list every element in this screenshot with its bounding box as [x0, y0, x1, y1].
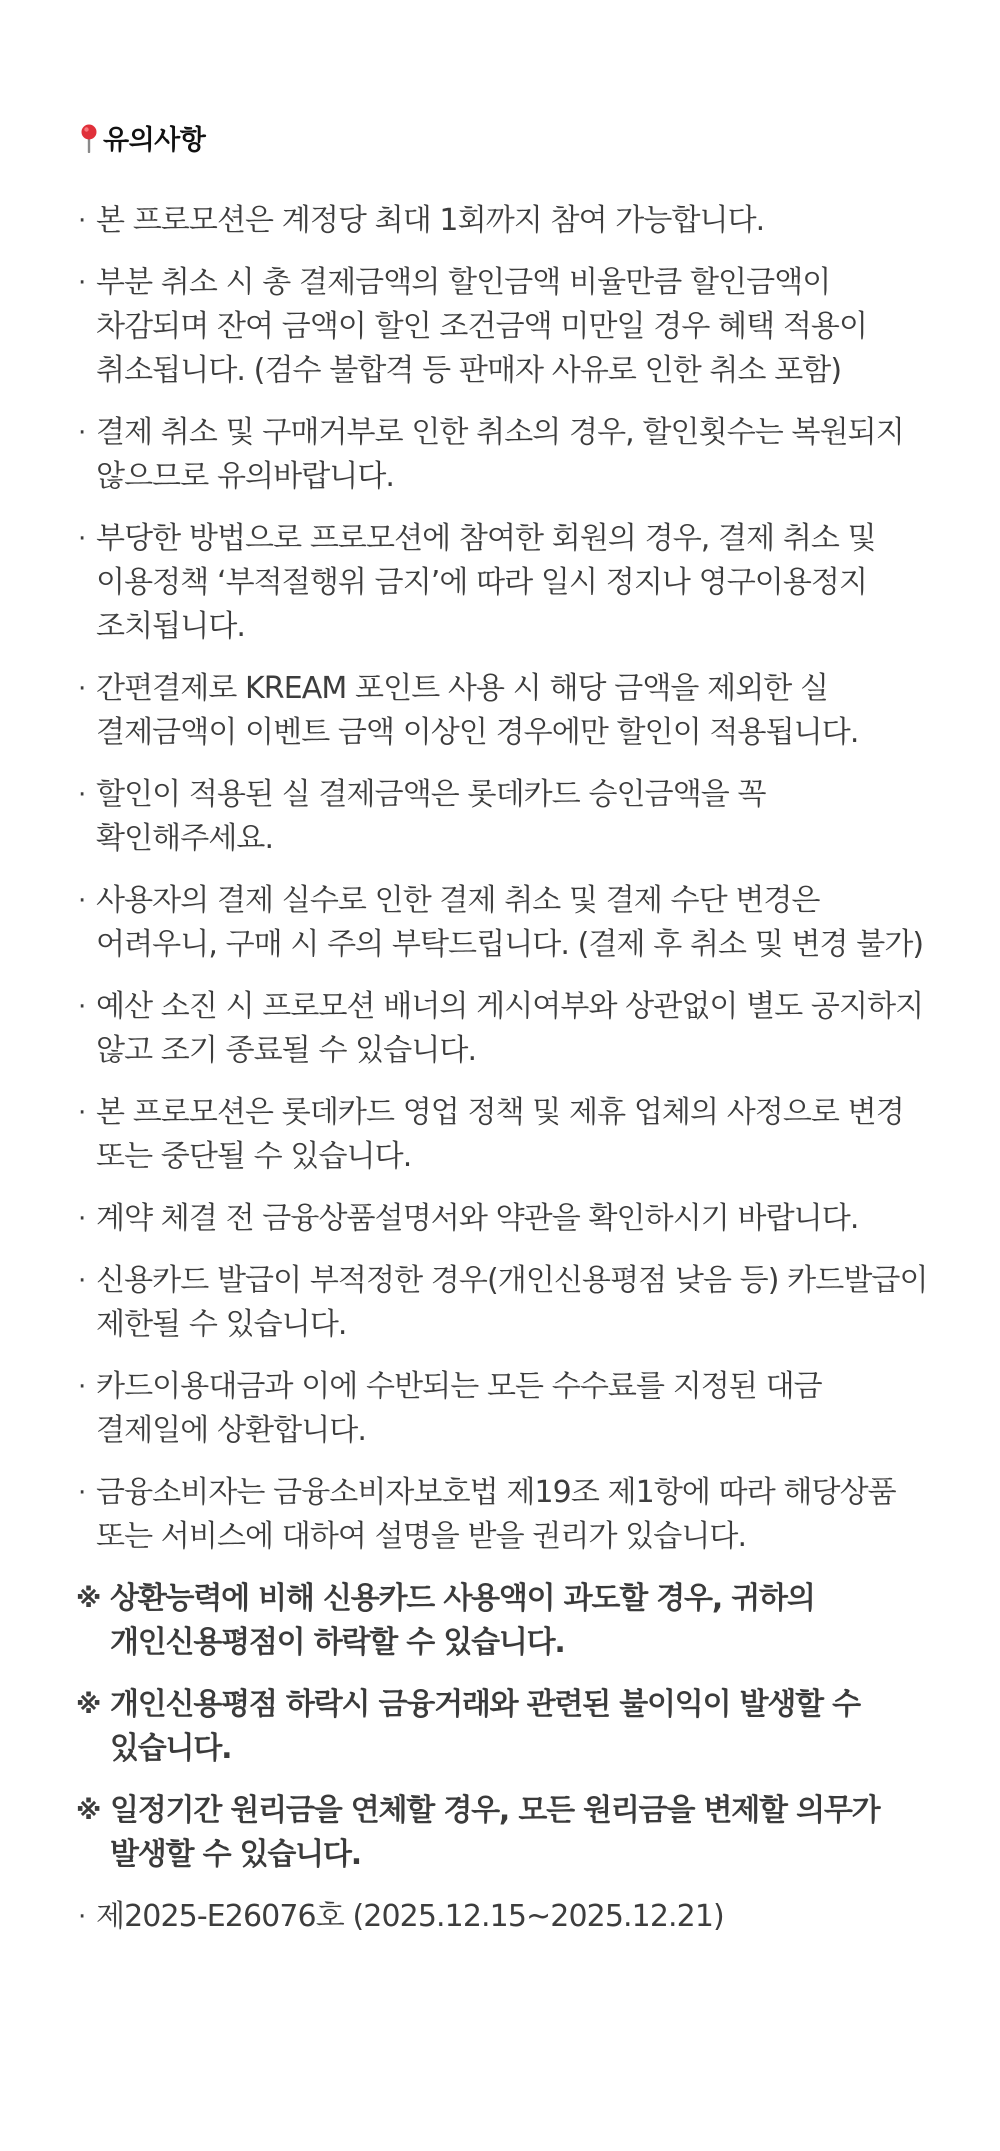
notice-item [78, 985, 930, 1073]
notice-item-text: 간편결제로 KREAM 포인트 사용 시 해당 금액을 제외한 실 결제금액이 이벤트 금액 이상인 경우에만 할인이 적용됩니다. [96, 671, 859, 750]
notice-item [78, 1259, 930, 1347]
bullet-dot-icon: · [78, 1204, 86, 1234]
notice-item [78, 199, 930, 243]
notice-list [78, 199, 930, 1939]
notice-item-text: 결제 취소 및 구매거부로 인한 취소의 경우, 할인횟수는 복원되지 않으므로 유의바랍니다. [96, 415, 904, 494]
notice-item [78, 1365, 930, 1453]
bullet-dot-icon: · [78, 780, 86, 810]
notice-item-text: 금융소비자는 금융소비자보호법 제19조 제1항에 따라 해당상품 또는 서비스에 대하여 설명을 받을 권리가 있습니다. [96, 1475, 896, 1554]
bullet-dot-icon: · [78, 1266, 86, 1296]
reference-mark-icon: ※ [76, 1584, 101, 1614]
notice-item-text: 사용자의 결제 실수로 인한 결제 취소 및 결제 수단 변경은 어려우니, 구매 시 주의 부탁드립니다. (결제 후 취소 및 변경 불가) [96, 883, 924, 962]
notice-item-text: 계약 체결 전 금융상품설명서와 약관을 확인하시기 바랍니다. [96, 1201, 859, 1236]
bullet-dot-icon: · [78, 1902, 86, 1932]
notice-item [78, 1471, 930, 1559]
bullet-dot-icon: · [78, 992, 86, 1022]
notice-header [78, 118, 930, 157]
bullet-dot-icon: · [78, 886, 86, 916]
reference-mark-icon: ※ [76, 1796, 101, 1826]
notice-item [78, 773, 930, 861]
notice-item-text: 상환능력에 비해 신용카드 사용액이 과도할 경우, 귀하의 개인신용평점이 하락할 수 있습니다. [110, 1581, 815, 1660]
notice-item [78, 879, 930, 967]
bullet-dot-icon: · [78, 268, 86, 298]
notice-item [78, 517, 930, 649]
notice-item-text: 본 프로모션은 롯데카드 영업 정책 및 제휴 업체의 사정으로 변경 또는 중단될 수 있습니다. [96, 1095, 904, 1174]
notice-emphasis-item [78, 1683, 930, 1771]
notice-item-text: 카드이용대금과 이에 수반되는 모든 수수료를 지정된 대금 결제일에 상환합니다. [96, 1369, 822, 1448]
notice-emphasis-item [78, 1577, 930, 1665]
notice-item-text: 부당한 방법으로 프로모션에 참여한 회원의 경우, 결제 취소 및 이용정책 ‘부적절행위 금지’에 따라 일시 정지나 영구이용정지 조치됩니다. [96, 521, 876, 644]
notice-item-text: 부분 취소 시 총 결제금액의 할인금액 비율만큼 할인금액이 차감되며 잔여 금액이 할인 조건금액 미만일 경우 혜택 적용이 취소됩니다. (검수 불합격 등 판매자 사유로 인한 취소 포함) [96, 265, 868, 388]
bullet-dot-icon: · [78, 674, 86, 704]
notice-item [78, 1091, 930, 1179]
notice-emphasis-item [78, 1789, 930, 1877]
notice-item [78, 1895, 930, 1939]
notice-item-text: 일정기간 원리금을 연체할 경우, 모든 원리금을 변제할 의무가 발생할 수 있습니다. [110, 1793, 880, 1872]
notice-item [78, 1197, 930, 1241]
bullet-dot-icon: · [78, 418, 86, 448]
bullet-dot-icon: · [78, 1372, 86, 1402]
notice-item-text: 본 프로모션은 계정당 최대 1회까지 참여 가능합니다. [96, 203, 765, 238]
bullet-dot-icon: · [78, 206, 86, 236]
bullet-dot-icon: · [78, 1478, 86, 1508]
notice-item-text: 제2025-E26076호 (2025.12.15~2025.12.21) [96, 1899, 724, 1934]
notice-title: 유의사항 [103, 125, 206, 156]
notice-item-text: 개인신용평점 하락시 금융거래와 관련된 불이익이 발생할 수 있습니다. [110, 1687, 860, 1766]
bullet-dot-icon: · [78, 524, 86, 554]
reference-mark-icon: ※ [76, 1690, 101, 1720]
notice-item [78, 667, 930, 755]
notice-item-text: 예산 소진 시 프로모션 배너의 게시여부와 상관없이 별도 공지하지 않고 조기 종료될 수 있습니다. [96, 989, 924, 1068]
pin-icon [78, 123, 100, 153]
notice-item-text: 신용카드 발급이 부적정한 경우(개인신용평점 낮음 등) 카드발급이 제한될 수 있습니다. [96, 1263, 928, 1342]
notice-item [78, 411, 930, 499]
notice-item [78, 261, 930, 393]
notice-item-text: 할인이 적용된 실 결제금액은 롯데카드 승인금액을 꼭 확인해주세요. [96, 777, 766, 856]
bullet-dot-icon: · [78, 1098, 86, 1128]
